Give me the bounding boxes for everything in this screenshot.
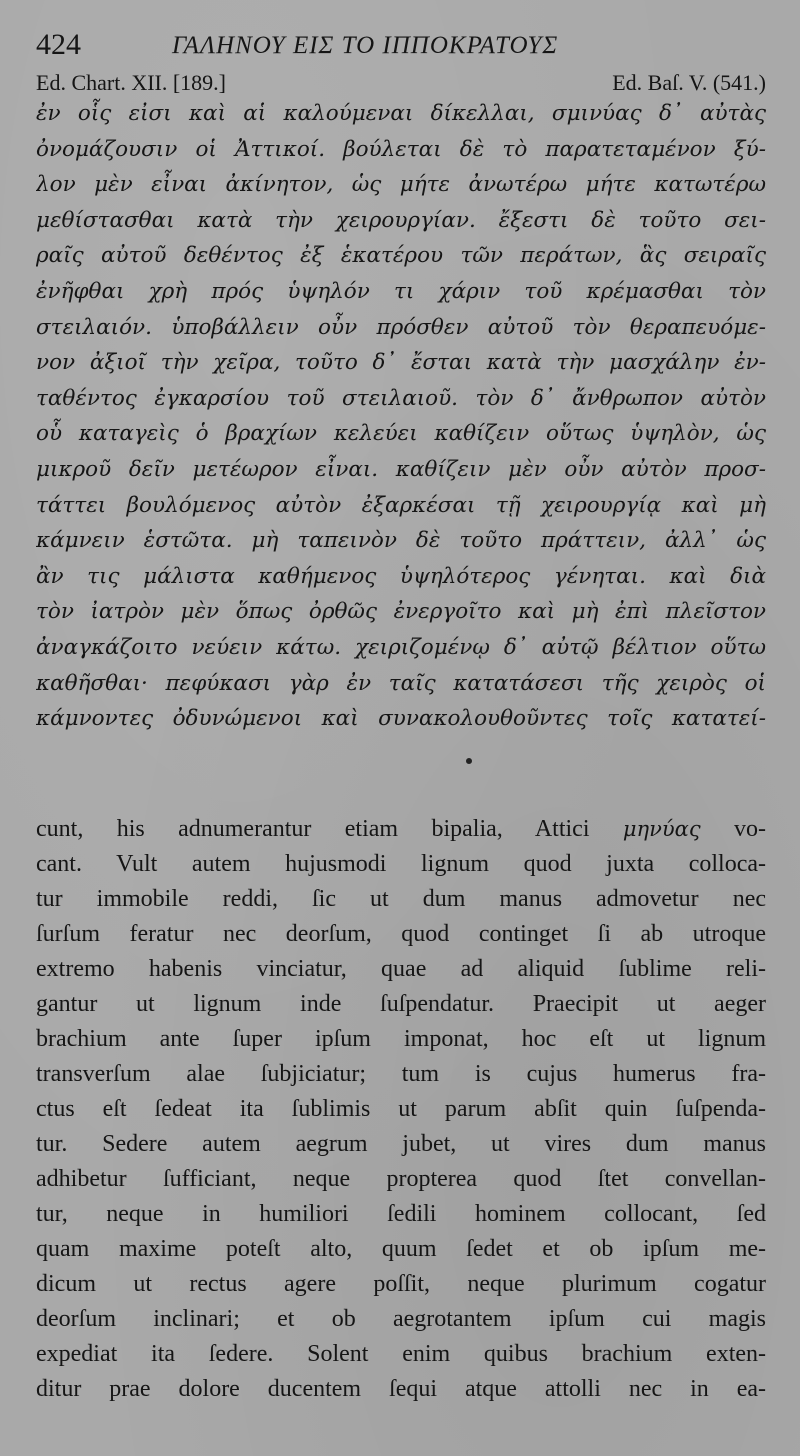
section-dot-ornament bbox=[466, 758, 472, 764]
latin-text-segment: deorſum inclinari; et ob aegrotantem ipſum cui magis bbox=[36, 1306, 766, 1332]
page-header bbox=[36, 28, 766, 64]
latin-text-segment: tur immobile reddi, ſic ut dum manus admovetur nec bbox=[36, 886, 766, 912]
latin-text-line bbox=[36, 1092, 766, 1127]
greek-text-line: ὀνομάζουσιν οἱ Ἀττικοί. βούλεται δὲ τὸ παρατεταμένον ξύ- bbox=[36, 136, 766, 162]
greek-text-line: καθῆσθαι· πεφύκασι γὰρ ἐν ταῖς κατατάσεσι τῆς χειρὸς οἱ bbox=[36, 670, 766, 696]
edition-reference-left: Ed. Chart. XII. [189.] bbox=[36, 70, 227, 95]
greek-text-line: κάμνοντες ὀδυνώμενοι καὶ συνακολουθοῦντες τοῖς κατατεί- bbox=[36, 706, 766, 732]
latin-text-line bbox=[36, 847, 766, 882]
greek-text-block bbox=[36, 96, 766, 737]
latin-text-line bbox=[36, 917, 766, 952]
greek-text-line: τάττει βουλόμενος αὐτὸν ἐξαρκέσαι τῇ χειρουργίᾳ καὶ μὴ bbox=[36, 492, 766, 518]
latin-text-segment: quam maxime poteſt alto, quum ſedet et ob ipſum me- bbox=[36, 1236, 766, 1262]
latin-text-segment: dicum ut rectus agere poſſit, neque plurimum cogatur bbox=[36, 1271, 766, 1297]
latin-text-line bbox=[36, 882, 766, 917]
latin-text-line bbox=[36, 987, 766, 1022]
latin-text-line bbox=[36, 1162, 766, 1197]
greek-text-line: τὸν ἰατρὸν μὲν ὅπως ὀρθῶς ἐνεργοῖτο καὶ μὴ ἐπὶ πλεῖστον bbox=[36, 599, 766, 625]
greek-text-line: ἐν οἷς εἰσι καὶ αἱ καλούμεναι δίκελλαι, σμινύας δ᾽ αὐτὰς bbox=[36, 101, 766, 126]
latin-text-line bbox=[36, 812, 766, 847]
latin-text-segment: cunt, his adnumerantur etiam bipalia, Attici bbox=[36, 816, 623, 842]
running-title: ΓΑΛΗΝΟΥ ΕΙΣ ΤΟ ΙΠΠΟΚΡΑΤΟΥΣ bbox=[172, 32, 559, 59]
latin-text-segment: brachium ante ſuper ipſum imponat, hoc eſt ut lignum bbox=[36, 1026, 766, 1052]
latin-text-line bbox=[36, 1337, 766, 1372]
latin-text-segment: gantur ut lignum inde ſuſpendatur. Praecipit ut aeger bbox=[36, 991, 766, 1017]
edition-references bbox=[36, 70, 766, 96]
latin-text-line bbox=[36, 1302, 766, 1337]
latin-text-segment: transverſum alae ſubjiciatur; tum is cujus humerus fra- bbox=[36, 1061, 766, 1087]
latin-text-segment: vo- bbox=[700, 816, 766, 842]
greek-text-line: κάμνειν ἑστῶτα. μὴ ταπεινὸν δὲ τοῦτο πράττειν, ἀλλ᾽ ὡς bbox=[36, 528, 766, 554]
latin-text-line bbox=[36, 1372, 766, 1407]
greek-text-line: οὗ καταγεὶς ὁ βραχίων κελεύει καθίζειν οὕτως ὑψηλὸν, ὡς bbox=[36, 421, 766, 447]
latin-text-line bbox=[36, 1232, 766, 1267]
inline-greek-word: μηνύας bbox=[622, 817, 701, 841]
greek-text-line: νον ἀξιοῖ τὴν χεῖρα, τοῦτο δ᾽ ἔσται κατὰ τὴν μασχάλην ἐν- bbox=[36, 350, 766, 376]
latin-text-segment: tur. Sedere autem aegrum jubet, ut vires dum manus bbox=[36, 1131, 766, 1157]
edition-reference-right: Ed. Baſ. V. (541.) bbox=[612, 70, 766, 95]
latin-text-segment: extremo habenis vinciatur, quae ad aliquid ſublime reli- bbox=[36, 956, 766, 982]
latin-text-segment: expediat ita ſedere. Solent enim quibus brachium exten- bbox=[36, 1341, 766, 1367]
latin-text-line bbox=[36, 1197, 766, 1232]
latin-text-line bbox=[36, 1267, 766, 1302]
latin-text-segment: tur, neque in humiliori ſedili hominem collocant, ſed bbox=[36, 1201, 766, 1227]
greek-text-line: μικροῦ δεῖν μετέωρον εἶναι. καθίζειν μὲν οὖν αὐτὸν προσ- bbox=[36, 456, 766, 482]
latin-text-segment: ditur prae dolore ducentem ſequi atque attolli nec in ea- bbox=[36, 1376, 766, 1402]
greek-text-line: ραῖς αὐτοῦ δεθέντος ἐξ ἑκατέρου τῶν περάτων, ἃς σειραῖς bbox=[36, 243, 766, 269]
greek-text-line: στειλαιόν. ὑποβάλλειν οὖν πρόσθεν αὐτοῦ τὸν θεραπευόμε- bbox=[36, 314, 766, 340]
greek-text-line: μεθίστασθαι κατὰ τὴν χειρουργίαν. ἔξεστι δὲ τοῦτο σει- bbox=[36, 207, 766, 233]
latin-text-line bbox=[36, 1022, 766, 1057]
latin-text-segment: adhibetur ſufficiant, neque propterea quod ſtet convellan- bbox=[36, 1166, 766, 1192]
latin-text-segment: ſurſum feratur nec deorſum, quod continget ſi ab utroque bbox=[36, 921, 766, 947]
greek-text-line: ἂν τις μάλιστα καθήμενος ὑψηλότερος γένηται. καὶ διὰ bbox=[36, 563, 766, 589]
latin-text-line bbox=[36, 1057, 766, 1092]
page-number: 424 bbox=[36, 28, 81, 61]
greek-text-line: ἐνῆφθαι χρὴ πρός ὑψηλόν τι χάριν τοῦ κρέμασθαι τὸν bbox=[36, 278, 766, 304]
latin-text-line bbox=[36, 1127, 766, 1162]
latin-text-segment: ctus eſt ſedeat ita ſublimis ut parum abſit quin ſuſpenda- bbox=[36, 1096, 766, 1122]
latin-text-line bbox=[36, 952, 766, 987]
latin-text-segment: cant. Vult autem hujusmodi lignum quod juxta colloca- bbox=[36, 851, 766, 877]
greek-text-line: ἀναγκάζοιτο νεύειν κάτω. χειριζομένῳ δ᾽ αὐτῷ βέλτιον οὕτω bbox=[36, 634, 766, 660]
greek-text-line: λον μὲν εἶναι ἀκίνητον, ὡς μήτε ἀνωτέρω μήτε κατωτέρω bbox=[36, 172, 766, 198]
greek-text-line: ταθέντος ἐγκαρσίου τοῦ στειλαιοῦ. τὸν δ᾽ ἄνθρωπον αὐτὸν bbox=[36, 385, 766, 411]
latin-translation-block bbox=[36, 812, 766, 1407]
